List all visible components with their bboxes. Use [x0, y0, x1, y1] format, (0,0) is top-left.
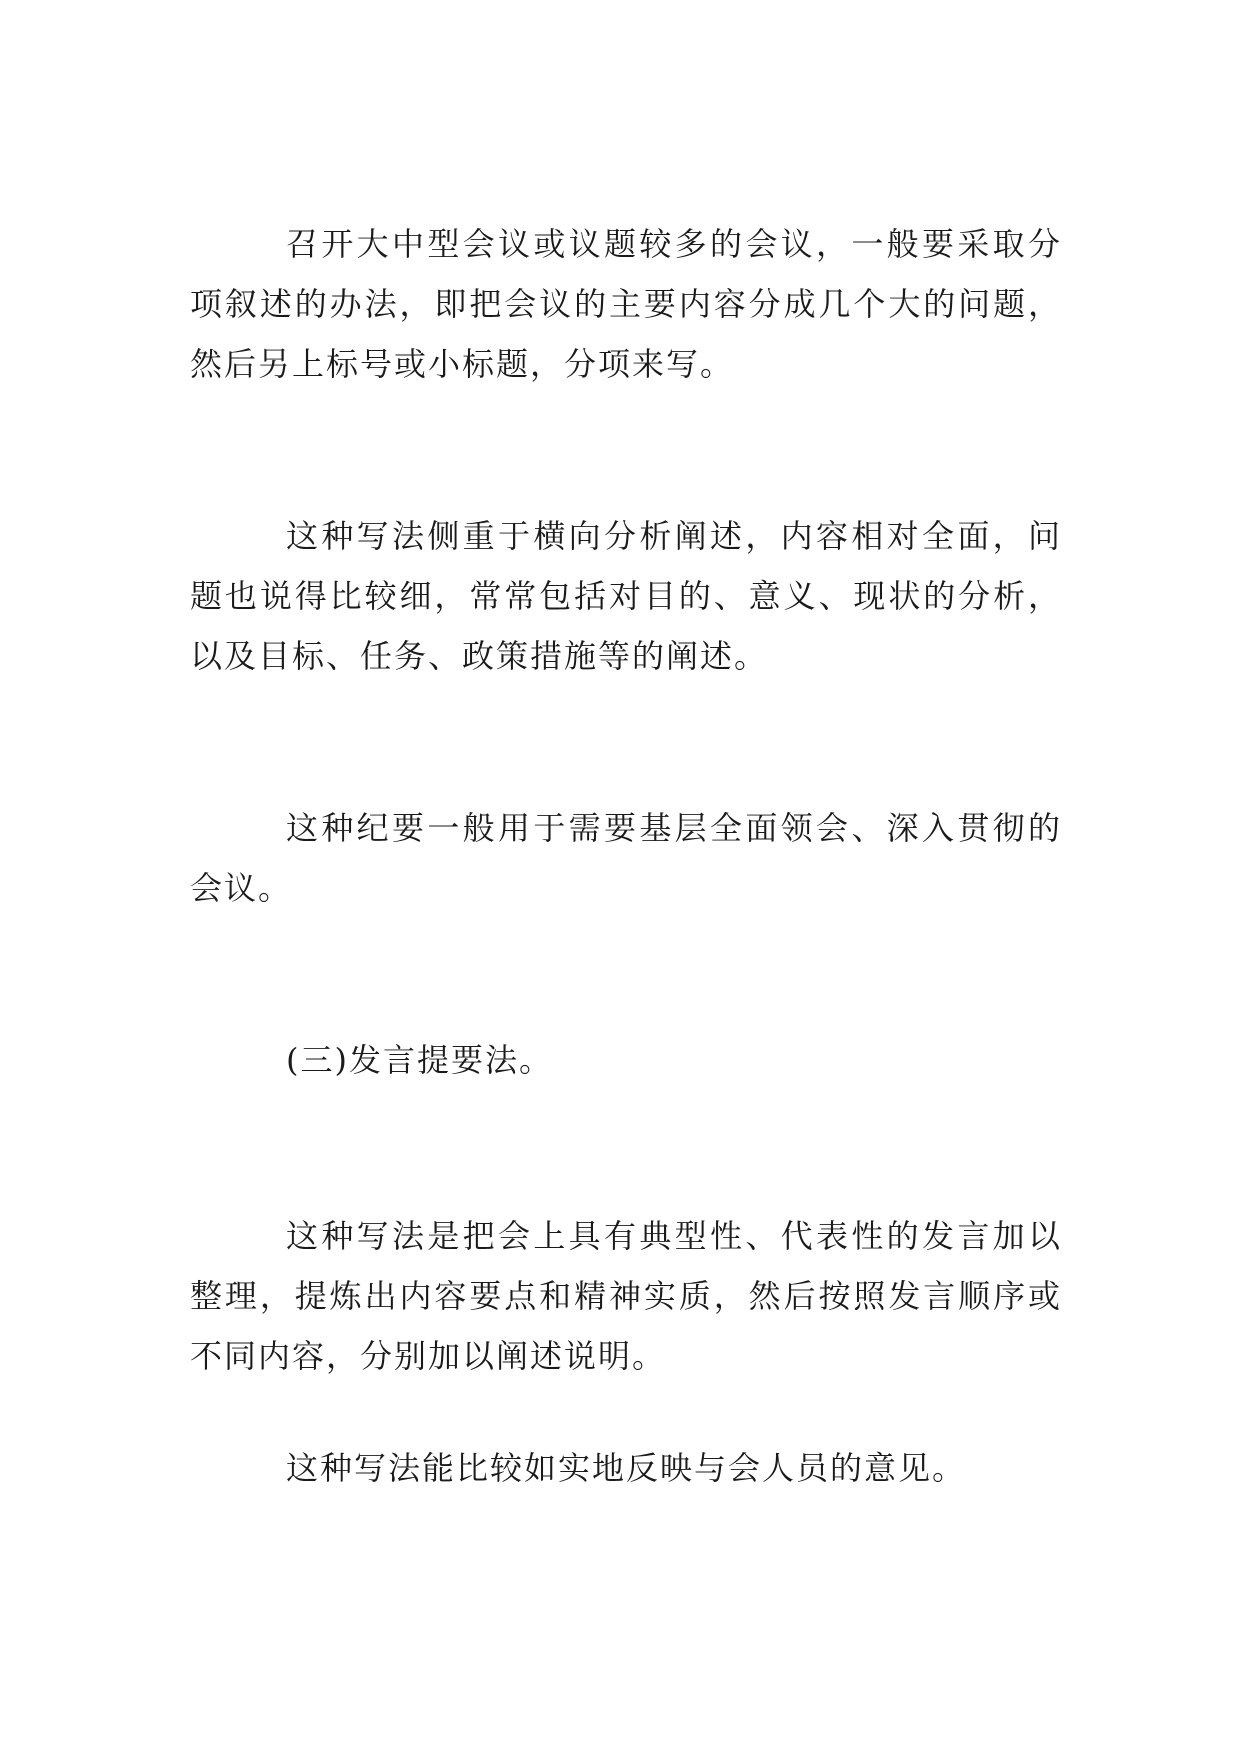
- paragraph-usage-scope: 这种纪要一般用于需要基层全面领会、深入贯彻的会议。: [190, 809, 1062, 907]
- paragraph-itemized-narration: 召开大中型会议或议题较多的会议，一般要采取分项叙述的办法，即把会议的主要内容分成几个大的问题，然后另上标号或小标题，分项来写。: [190, 225, 1062, 383]
- paragraph-speech-summary-method: 这种写法是把会上具有典型性、代表性的发言加以整理，提炼出内容要点和精神实质，然后按照发言顺序或不同内容，分别加以阐述说明。: [190, 1217, 1062, 1375]
- section-heading-speech-summary: (三)发言提要法。: [286, 1041, 553, 1079]
- paragraph-horizontal-analysis: 这种写法侧重于横向分析阐述，内容相对全面，问题也说得比较细，常常包括对目的、意义、现状的分析，以及目标、任务、政策措施等的阐述。: [190, 517, 1062, 675]
- paragraph-speech-summary-benefit: 这种写法能比较如实地反映与会人员的意见。: [286, 1449, 967, 1487]
